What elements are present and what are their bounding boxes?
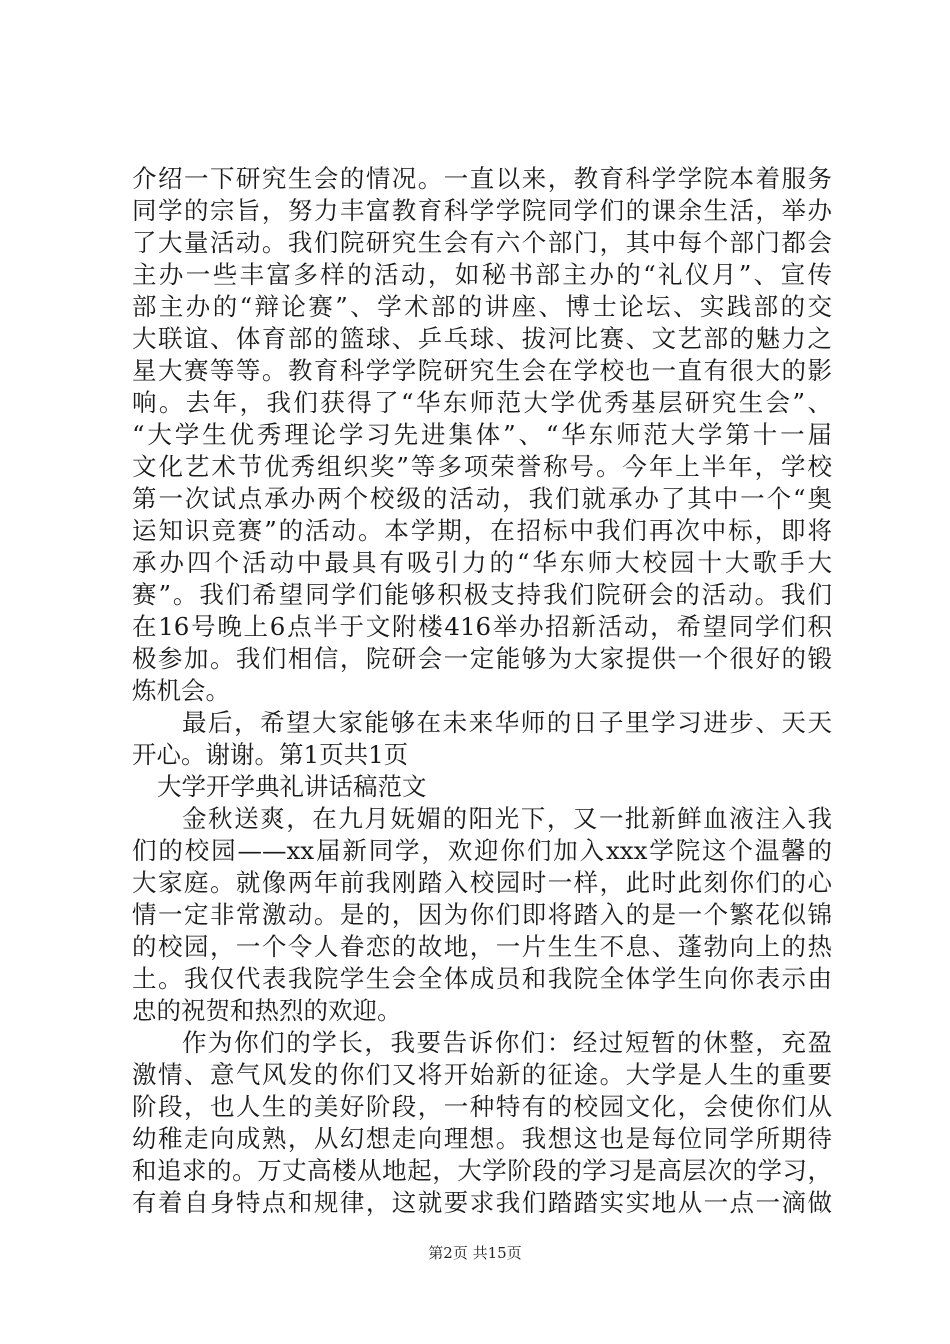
text-line: 和追求的。万丈高楼从地起，大学阶段的学习是高层次的学习， xyxy=(132,1156,832,1185)
text-line: 主办一些丰富多样的活动，如秘书部主办的“礼仪月”、宣传 xyxy=(132,260,832,289)
text-line: 忠的祝贺和热烈的欢迎。 xyxy=(132,996,402,1025)
text-line: 有着自身特点和规律，这就要求我们踏踏实实地从一点一滴做 xyxy=(132,1188,832,1217)
text-line: 们的校园——xx届新同学，欢迎你们加入xxx学院这个温馨的 xyxy=(132,836,832,865)
text-line: 介绍一下研究生会的情况。一直以来，教育科学学院本着服务 xyxy=(132,164,832,193)
text-line: 赛”。我们希望同学们能够积极支持我们院研会的活动。我们 xyxy=(132,580,832,609)
text-line: 开心。谢谢。第1页共1页 xyxy=(132,740,409,769)
text-line: 情一定非常激动。是的，因为你们即将踏入的是一个繁花似锦 xyxy=(132,900,832,929)
document-body xyxy=(132,163,832,1219)
text-line: 文化艺术节优秀组织奖”等多项荣誉称号。今年上半年，学校 xyxy=(132,452,832,481)
text-line: 了大量活动。我们院研究生会有六个部门，其中每个部门都会 xyxy=(132,228,832,257)
page-footer: 第2页 共15页 xyxy=(428,1244,522,1262)
text-line: “大学生优秀理论学习先进集体”、“华东师范大学第十一届 xyxy=(132,420,832,449)
section-title: 大学开学典礼讲话稿范文 xyxy=(157,772,427,801)
text-line: 极参加。我们相信，院研会一定能够为大家提供一个很好的锻 xyxy=(132,644,832,673)
paragraph-first-line: 作为你们的学长，我要告诉你们：经过短暂的休整，充盈 xyxy=(182,1028,832,1057)
text-line: 部主办的“辩论赛”、学术部的讲座、博士论坛、实践部的交 xyxy=(132,292,832,321)
paragraph-first-line: 金秋送爽，在九月妩媚的阳光下，又一批新鲜血液注入我 xyxy=(182,804,832,833)
text-line: 同学的宗旨，努力丰富教育科学学院同学们的课余生活，举办 xyxy=(132,196,832,225)
text-line: 承办四个活动中最具有吸引力的“华东师大校园十大歌手大 xyxy=(132,548,832,577)
text-line: 的校园，一个令人眷恋的故地，一片生生不息、蓬勃向上的热 xyxy=(132,932,832,961)
text-line: 土。我仅代表我院学生会全体成员和我院全体学生向你表示由 xyxy=(132,964,832,993)
text-line: 幼稚走向成熟，从幻想走向理想。我想这也是每位同学所期待 xyxy=(132,1124,832,1153)
text-line: 星大赛等等。教育科学学院研究生会在学校也一直有很大的影 xyxy=(132,356,832,385)
text-line: 激情、意气风发的你们又将开始新的征途。大学是人生的重要 xyxy=(132,1060,832,1089)
text-line: 大家庭。就像两年前我刚踏入校园时一样，此时此刻你们的心 xyxy=(132,868,832,897)
text-line: 炼机会。 xyxy=(132,676,230,705)
text-line: 运知识竞赛”的活动。本学期，在招标中我们再次中标，即将 xyxy=(132,516,832,545)
text-line: 大联谊、体育部的篮球、乒乓球、拔河比赛、文艺部的魅力之 xyxy=(132,324,832,353)
text-line: 响。去年，我们获得了“华东师范大学优秀基层研究生会”、 xyxy=(132,388,832,417)
text-line: 在16号晚上6点半于文附楼416举办招新活动，希望同学们积 xyxy=(132,612,832,641)
text-line: 阶段，也人生的美好阶段，一种特有的校园文化，会使你们从 xyxy=(132,1092,832,1121)
text-line: 第一次试点承办两个校级的活动，我们就承办了其中一个“奥 xyxy=(132,484,832,513)
paragraph-first-line: 最后，希望大家能够在未来华师的日子里学习进步、天天 xyxy=(182,708,832,737)
